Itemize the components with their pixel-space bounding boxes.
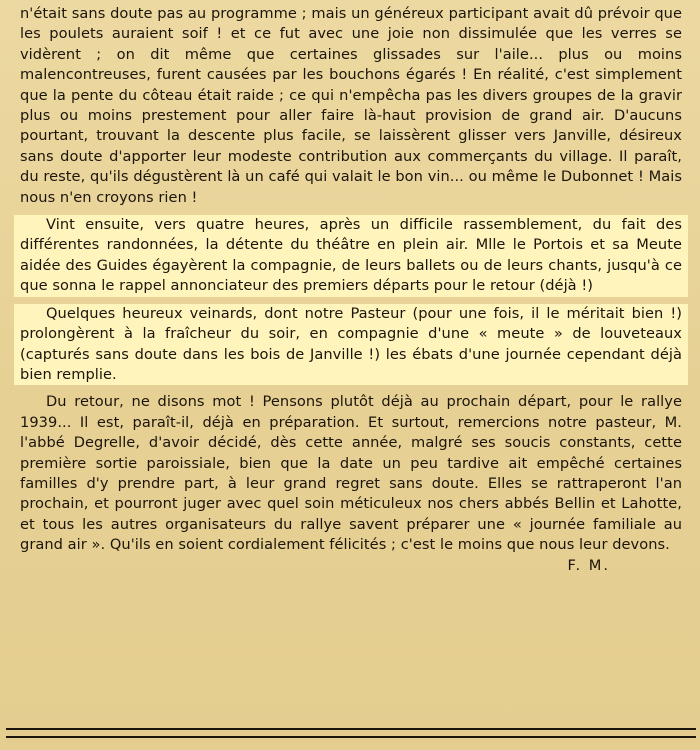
paragraph-1: n'était sans doute pas au programme ; mais un généreux participant avait dû prévoir que les poulets auraient soif ! et ce fut avec une joie non dissimulée que les verres se vidèrent ; on dit même que certaines glissades sur l'aile... plus ou moins malencontreuses, furent causées par les bouchons égarés ! En réalité, c'est simplement que la pente du côteau était raide ; ce qui n'empêcha pas les divers groupes de la gravir plus ou moins prestement pour aller faire là-haut provision de grand air. D'aucuns pourtant, trouvant la descente plus facile, se laissèrent glisser vers Janville, désireux sans doute d'apporter leur modeste contribution aux commerçants du village. Il paraît, du reste, qu'ils dégustèrent là un café qui valait le bon vin... ou même le Dubonnet ! Mais nous n'en croyons rien !	[20, 5, 682, 206]
signature: F. M.	[567, 556, 610, 574]
paragraph-4	[20, 392, 682, 574]
divider-rule-top	[6, 728, 696, 730]
paragraph-4-text: Du retour, ne disons mot ! Pensons plutôt déjà au prochain départ, pour le rallye 1939... Il est, paraît-il, déjà en préparation. Et surtout, remercions notre pasteur, M. l'abbé Degrelle, d'avoir décidé, dès cette année, malgré ses soucis constants, cette première sortie paroissiale, bien que la date un peu tardive ait empêché certaines familles d'y prendre part, à leur grand regret sans doute. Elles se rattraperont l'an prochain, et pourront juger avec quel soin méticuleux nos chers abbés Bellin et Lahotte, et tous les autres organisateurs du rallye savent préparer une « journée familiale au grand air ». Qu'ils en soient cordialement félicités ; c'est le moins que nous leur devons.	[20, 393, 682, 554]
divider-rule-bottom	[6, 736, 696, 738]
article-text	[20, 4, 682, 574]
paragraph-2: Vint ensuite, vers quatre heures, après un difficile rassemblement, du fait des différentes randonnées, la détente du théâtre en plein air. Mlle le Portois et sa Meute aidée des Guides égayèrent la compagnie, de leurs ballets ou de leurs chants, jusqu'à ce que sonna le rappel annonciateur des premiers départs pour le retour (déjà !)	[14, 215, 688, 297]
paragraph-3: Quelques heureux veinards, dont notre Pasteur (pour une fois, il le méritait bien !) prolongèrent à la fraîcheur du soir, en compagnie d'une « meute » de louveteaux (capturés sans doute dans les bois de Janville !) les ébats d'une journée cependant déjà bien remplie.	[14, 304, 688, 386]
